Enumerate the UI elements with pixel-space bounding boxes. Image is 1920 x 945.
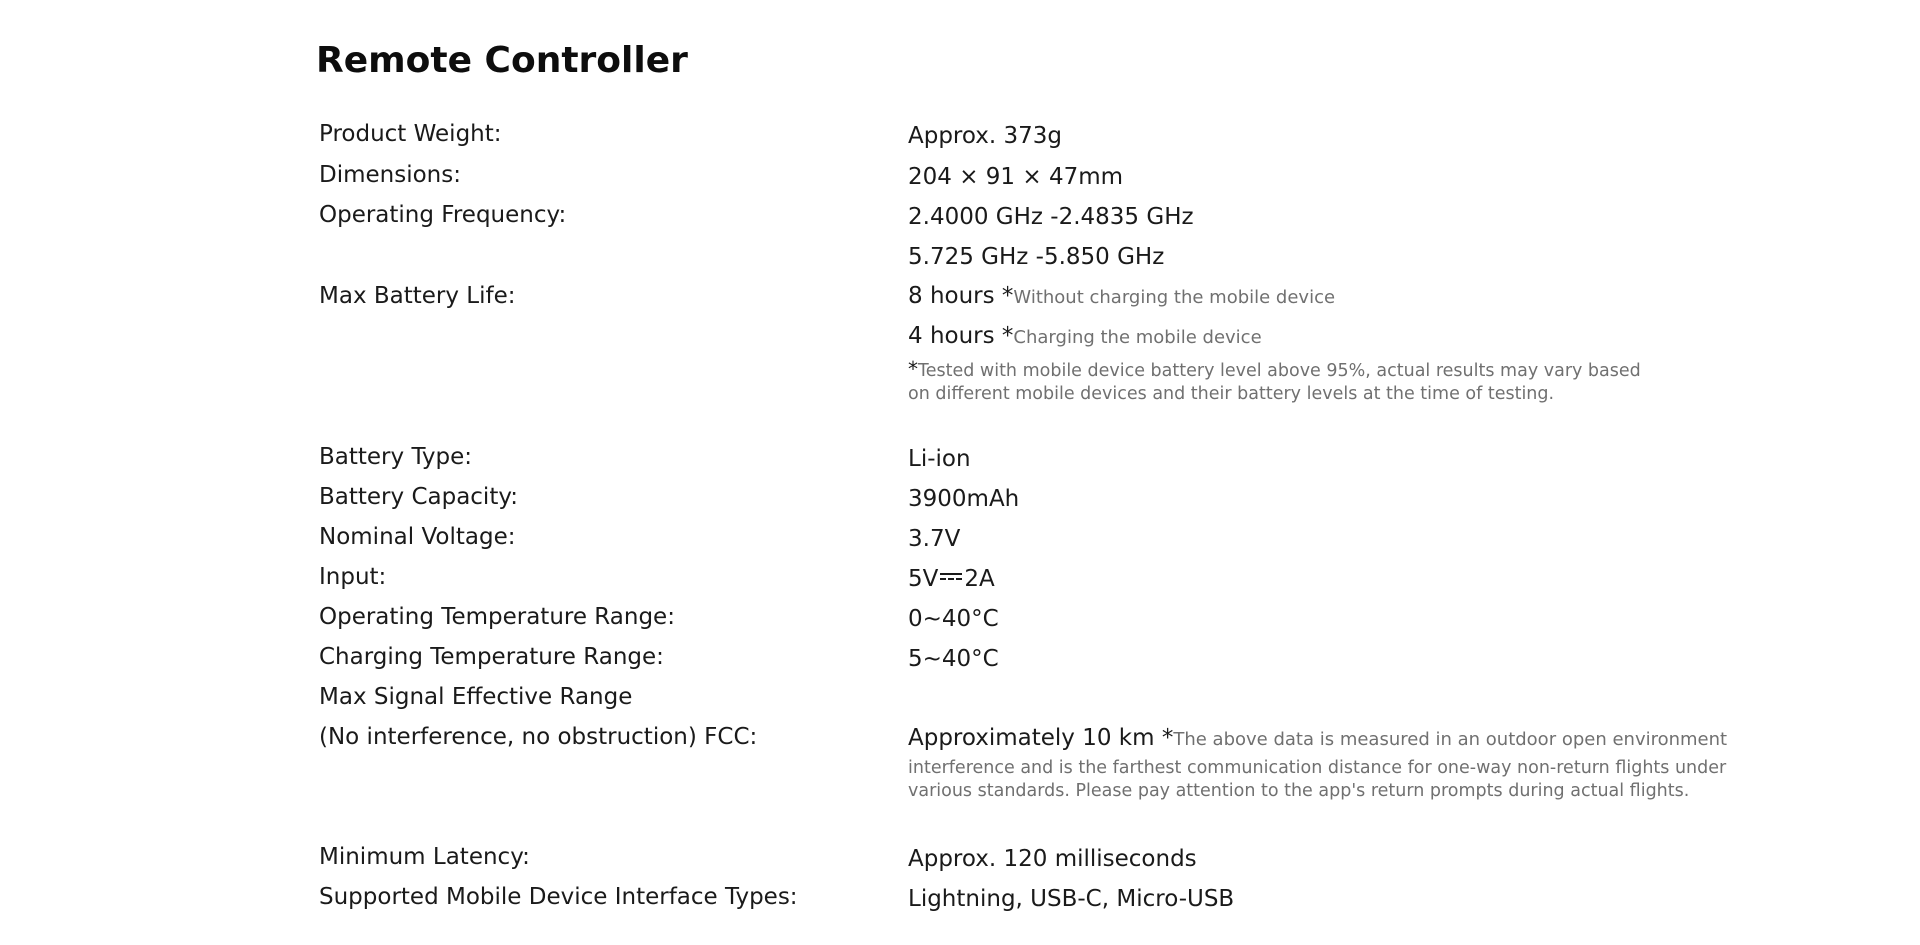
spec-label: Battery Capacity: xyxy=(319,484,519,510)
footnote-line: on different mobile devices and their battery levels at the time of testing. xyxy=(908,384,1555,404)
input-voltage: 5V xyxy=(908,566,939,592)
spec-label: Charging Temperature Range: xyxy=(319,644,664,670)
signal-range-footnote xyxy=(908,757,1726,803)
spec-value: Li-ion xyxy=(908,446,971,472)
spec-label: Minimum Latency: xyxy=(319,844,530,870)
spec-label: Operating Temperature Range: xyxy=(319,604,675,630)
spec-value-battery-life-1 xyxy=(908,282,1335,312)
spec-label-signal-2: (No interference, no obstruction) FCC: xyxy=(319,724,758,750)
spec-value-frequency-2: 5.725 GHz -5.850 GHz xyxy=(908,244,1165,270)
footnote-line: Tested with mobile device battery level above 95%, actual results may vary based xyxy=(918,361,1641,381)
spec-label: Max Battery Life: xyxy=(319,283,516,309)
spec-label: Operating Frequency: xyxy=(319,202,567,228)
asterisk: * xyxy=(1161,725,1174,751)
footnote-line: various standards. Please pay attention to the app's return prompts during actual flights. xyxy=(908,781,1690,801)
asterisk: * xyxy=(1001,323,1014,349)
input-current: 2A xyxy=(964,566,995,592)
spec-value-signal-range xyxy=(908,724,1727,754)
battery-life-note: Charging the mobile device xyxy=(1013,327,1262,348)
spec-value: 3900mAh xyxy=(908,486,1020,512)
spec-value-input xyxy=(908,565,995,593)
spec-label: Supported Mobile Device Interface Types: xyxy=(319,884,798,910)
spec-label: Product Weight: xyxy=(319,121,502,147)
signal-range-value: Approximately 10 km xyxy=(908,725,1155,751)
battery-life-footnote xyxy=(908,358,1641,406)
spec-value-battery-life-2 xyxy=(908,322,1262,352)
page-title: Remote Controller xyxy=(316,40,688,81)
spec-label: Nominal Voltage: xyxy=(319,524,516,550)
spec-value: Approx. 120 milliseconds xyxy=(908,846,1197,872)
asterisk: * xyxy=(908,357,918,381)
spec-value: 204 × 91 × 47mm xyxy=(908,164,1124,190)
battery-life-hours: 8 hours xyxy=(908,283,995,309)
spec-label-signal-1: Max Signal Effective Range xyxy=(319,684,633,710)
spec-label: Dimensions: xyxy=(319,162,461,188)
direct-current-icon xyxy=(940,572,962,582)
spec-value: 5~40°C xyxy=(908,646,999,672)
battery-life-note: Without charging the mobile device xyxy=(1013,287,1336,308)
spec-value-frequency-1: 2.4000 GHz -2.4835 GHz xyxy=(908,204,1194,230)
spec-value: 3.7V xyxy=(908,526,961,552)
signal-range-note: The above data is measured in an outdoor open environment xyxy=(1173,729,1728,750)
spec-value: Lightning, USB-C, Micro-USB xyxy=(908,886,1235,912)
battery-life-hours: 4 hours xyxy=(908,323,995,349)
spec-label: Input: xyxy=(319,564,387,590)
asterisk: * xyxy=(1001,283,1014,309)
spec-value: 0~40°C xyxy=(908,606,999,632)
spec-label: Battery Type: xyxy=(319,444,473,470)
spec-value: Approx. 373g xyxy=(908,123,1062,149)
footnote-line: interference and is the farthest communication distance for one-way non-return flights under xyxy=(908,758,1727,778)
